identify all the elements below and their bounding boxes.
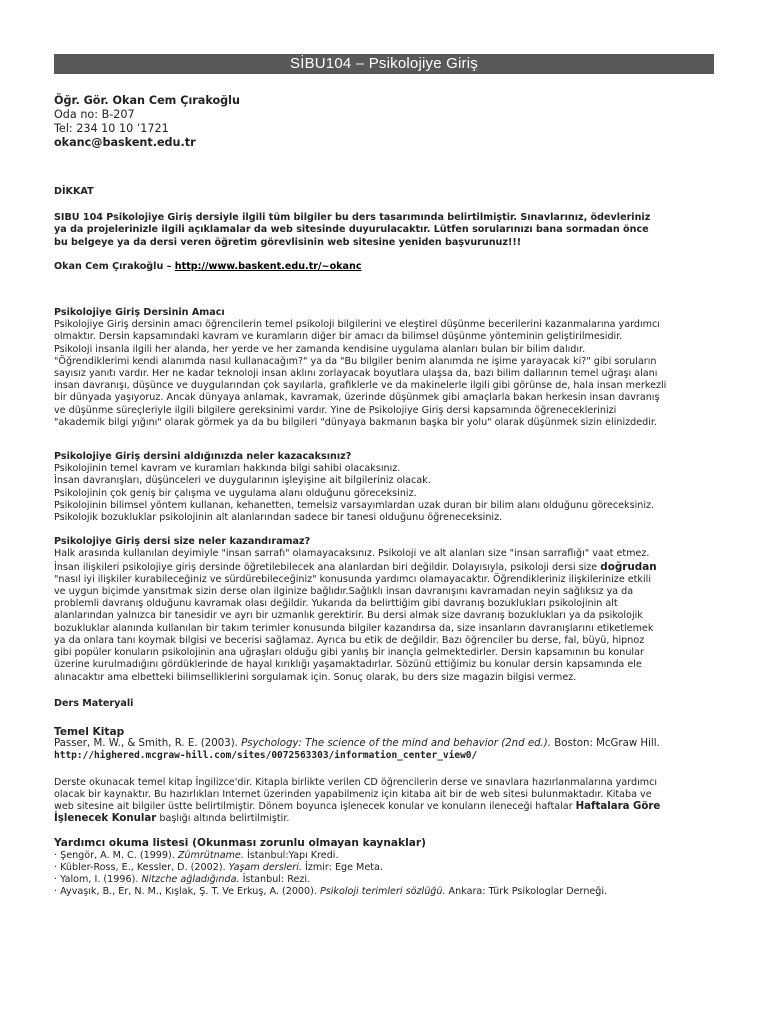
reading-item-authors: · Ayvaşık, B., Er, N. M., Kışlak, Ş. T. Ve Erkuş, A. (2000). xyxy=(54,886,320,898)
instructor-name: Öğr. Gör. Okan Cem Çırakoğlu xyxy=(54,94,240,107)
gives-line: ve uygun biçimde yansıtmak sizin derse olan ilginize bağlıdır.Sağlıklı insan davranışını kavramadan neyin sağlıksız ya da xyxy=(54,586,634,598)
schedule-reference: Haftalara Göre xyxy=(575,800,661,812)
reading-item-authors: · Kübler-Ross, E., Kessler, D. (2002). xyxy=(54,861,229,873)
textbook-url-link[interactable]: http://highered.mcgraw-hill.com/sites/0072563303/information_center_view0/ xyxy=(54,750,478,762)
aim-line: bir dünyada yaşıyoruz. Ancak dünyaya anlamak, kavramak, üzerinde düşünmek gibi amaçlarla bakan herkesin insan davranış xyxy=(54,392,660,404)
aim-line: Psikolojiye Giriş dersinin amacı öğrencilerin temel psikoloji bilgilerini ve eleştirel düşünme becerilerini kazanmalarına yardımcı xyxy=(54,319,660,331)
citation-title: Psychology: The science of the mind and behavior (2nd ed.). xyxy=(241,738,552,750)
textbook-citation xyxy=(54,738,714,750)
gains-line: İnsan davranışları, düşünceleri ve duygularının işleyişine ait bilgileriniz olacak. xyxy=(54,475,431,487)
reading-item-title: Zümrütname. xyxy=(177,849,244,861)
materials-info-line xyxy=(54,801,714,813)
notice-heading: DİKKAT xyxy=(54,186,94,197)
reading-list-item xyxy=(54,850,714,862)
phone-number: Tel: 234 10 10 ’1721 xyxy=(54,122,169,135)
gives-line xyxy=(54,561,714,574)
signature-line xyxy=(54,261,714,273)
reading-item-authors: · Şengör, A. M. C. (1999). xyxy=(54,849,178,861)
gives-heading: Psikolojiye Giriş dersi size neler kazandıramaz? xyxy=(54,536,311,548)
aim-heading: Psikolojiye Giriş Dersinin Amacı xyxy=(54,307,225,319)
gains-section xyxy=(54,451,714,524)
emphasis-text: doğrudan xyxy=(600,560,657,573)
gives-line: problemli davranış olduğunu kavramak olası değildir. Yukarıda da belirttiğim gibi davranış bozuklukları psikolojinin alt xyxy=(54,598,618,610)
aim-section xyxy=(54,307,714,429)
gives-line: alanlarından yalnızca bir tanesidir ve ayrı bir uzmanlık gerektirir. Bu dersi almak size davranış bozuklukları ya da psikolojik xyxy=(54,610,643,622)
materials-info-text: web sitesine ait bilgiler üstte belirtilmiştir. Dönem boyunca işlenecek konular ve konuların ileneceği haftalar xyxy=(54,800,576,812)
reading-item-publisher: İstanbul:Yapı Kredi. xyxy=(243,849,339,861)
gives-line: "nasıl iyi ilişkiler kurabileceğiniz ve sürdürebileceğiniz" konusunda yardımcı olamayacaktır. Öğrendikleriniz ilişkilerinize etkili xyxy=(54,573,651,585)
gives-line: ya da onlara tanı koymak bilgisi ve becerisi sağlamaz. Ayrıca bu etik de değildir. Bazı öğrenciler bu derse, fal, büyü, hipnoz xyxy=(54,634,645,646)
gives-line: bozukluklar alanında kullanılan bir takım terimler konusunda bilgiler kazandırsa da, size insanların davranışlarını etiketlemek xyxy=(54,622,654,634)
materials-section xyxy=(54,698,714,826)
instructor-website-link[interactable]: http://www.baskent.edu.tr/~okanc xyxy=(174,260,362,272)
materials-info-line: Derste okunacak temel kitap İngilizce'dir. Kitapla birlikte verilen CD öğrencilerin derse ve sınavlara hazırlanmalarına yardımcı xyxy=(54,776,658,788)
reading-list-item xyxy=(54,874,714,886)
gains-line: Psikolojinin çok geniş bir çalışma ve uygulama alanı olduğunu göreceksiniz. xyxy=(54,487,417,499)
document-page xyxy=(54,54,714,898)
gives-line: gibi popüler konuların psikolojinin ana uğraşları olduğu gibi yanlış bir inançla gelmektedirler. Dersin kapsamının bu konular xyxy=(54,647,644,659)
office-number: Oda no: B-207 xyxy=(54,108,135,121)
aim-line: "Öğrendiklerimi kendi alanımda nasıl kullanacağım?" ya da "Bu bilgiler benim alanımda ne işime yarayacak ki?" gibi soruların xyxy=(54,355,657,367)
textbook-heading: Temel Kitap xyxy=(54,725,125,738)
materials-info-line: olacak bir kaynaktır. Bu hazırlıkları Internet üzerinden yapabilmeniz için kitaba ait bir de web sitesi bulunmaktadır. Kitaba ve xyxy=(54,788,652,800)
gains-line: Psikolojinin bilimsel yöntem kullanan, kehanetten, temelsiz varsayımlardan uzak duran bir bilim alanı olduğunu göreceksiniz. xyxy=(54,499,655,511)
gains-line: Psikolojinin temel kavram ve kuramları hakkında bilgi sahibi olacaksınız. xyxy=(54,463,401,475)
page-title: SİBU104 – Psikolojiye Giriş xyxy=(54,54,714,74)
materials-info-line xyxy=(54,813,714,825)
email-address[interactable]: okanc@baskent.edu.tr xyxy=(54,136,196,149)
gives-section xyxy=(54,536,714,683)
reading-list-item xyxy=(54,862,714,874)
signature-name: Okan Cem Çırakoğlu – xyxy=(54,260,175,272)
schedule-reference: İşlenecek Konular xyxy=(54,813,157,825)
citation-authors: Passer, M. W., & Smith, R. E. (2003). xyxy=(54,738,242,750)
gives-line: Halk arasında kullanılan deyimiyle "insan sarrafı" olamayacaksınız. Psikoloji ve alt alanları size "insan sarraflığı" vaat etmez. xyxy=(54,548,650,560)
notice-line: SIBU 104 Psikolojiye Giriş dersiyle ilgili tüm bilgiler bu ders tasarımında belirtilmiştir. Sınavlarınız, ödevleriniz xyxy=(54,212,651,224)
materials-info-text: başlığı altında belirtilmiştir. xyxy=(156,813,290,825)
aim-line: insan davranışı, düşünce ve duygularından çok sayılarla, grafiklerle ve da makinelerle ilgili gibi görünse de, hala insan merkezli xyxy=(54,380,667,392)
notice-line: ya da projelerinizle ilgili açıklamalar da web sitesinde duyurulacaktır. Lütfen sorularınızı bana sormadan önce xyxy=(54,224,649,236)
reading-item-publisher: İzmir: Ege Meta. xyxy=(301,861,383,873)
gives-line: üzerine kurulmadığını gördüklerinde de hayal kırıklığı yaşamaktadırlar. Sözünü ettiğimiz bu konular dersin kapsamında ele xyxy=(54,659,642,671)
aim-line: Psikoloji insanla ilgili her alanda, her yerde ve her zamanda kendisine uygulama alanları bulan bir bilim dalıdır. xyxy=(54,343,586,355)
gives-line-text: İnsan ilişkileri psikolojiye giriş dersinde öğretilebilecek ana alanlardan biri değildir. Dolayısıyla, psikoloji dersi size xyxy=(54,561,601,573)
reading-item-authors: · Yalom, I. (1996). xyxy=(54,873,142,885)
aim-line: olmaktır. Dersin kapsamındaki kavram ve kuramların diğer bir amacı da bilimsel düşünme yönteminin geliştirilmesidir. xyxy=(54,331,623,343)
gains-line: Psikolojik bozukluklar psikolojinin alt alanlarından sadece bir tanesi olduğunu öğreneceksiniz. xyxy=(54,512,503,524)
reading-item-title: Psikoloji terimleri sözlüğü. xyxy=(319,886,446,898)
reading-item-title: Yaşam dersleri. xyxy=(228,861,302,873)
materials-heading: Ders Materyali xyxy=(54,697,134,709)
gains-heading: Psikolojiye Giriş dersini aldığınızda neler kazacaksınız? xyxy=(54,451,352,463)
aim-line: sayısız yanıtı vardır. Her ne kadar teknoloji insan aklını zorlayacak boyutlara ulaşsa da, bazı bilim dallarının temel uğraşı alanı xyxy=(54,368,658,380)
reading-list-section xyxy=(54,837,714,898)
gives-line: alınacaktır ama elbetteki bilimselliklerini sorgulamak için. Sonuç olarak, bu ders size magazin bilgisi vermez. xyxy=(54,671,577,683)
reading-list-heading: Yardımcı okuma listesi (Okunması zorunlu olmayan kaynaklar) xyxy=(54,837,426,850)
reading-item-publisher: İstanbul: Rezi. xyxy=(239,873,311,885)
instructor-contact xyxy=(54,94,714,150)
reading-item-title: Nitzche ağladığında. xyxy=(141,873,240,885)
notice-line: bu belgeye ya da dersi veren öğretim görevlisinin web sitesine yeniden başvurunuz!!! xyxy=(54,236,522,248)
reading-list-item xyxy=(54,886,714,898)
reading-item-publisher: Ankara: Türk Psikologlar Derneği. xyxy=(445,886,608,898)
aim-line: ve düşünme süreçleriyle ilgili bilgilere gereksinimi vardır. Yine de Psikolojiye Giriş dersi kapsamında öğreneceklerinizi xyxy=(54,404,617,416)
notice-section xyxy=(54,186,714,273)
aim-line: "akademik bilgi yığını" olarak görmek ya da bu bilgileri "dünyaya bakmanın başka bir yolu" olarak düşünmek sizin elinizdedir. xyxy=(54,416,658,428)
citation-publisher: Boston: McGraw Hill. xyxy=(551,738,660,750)
